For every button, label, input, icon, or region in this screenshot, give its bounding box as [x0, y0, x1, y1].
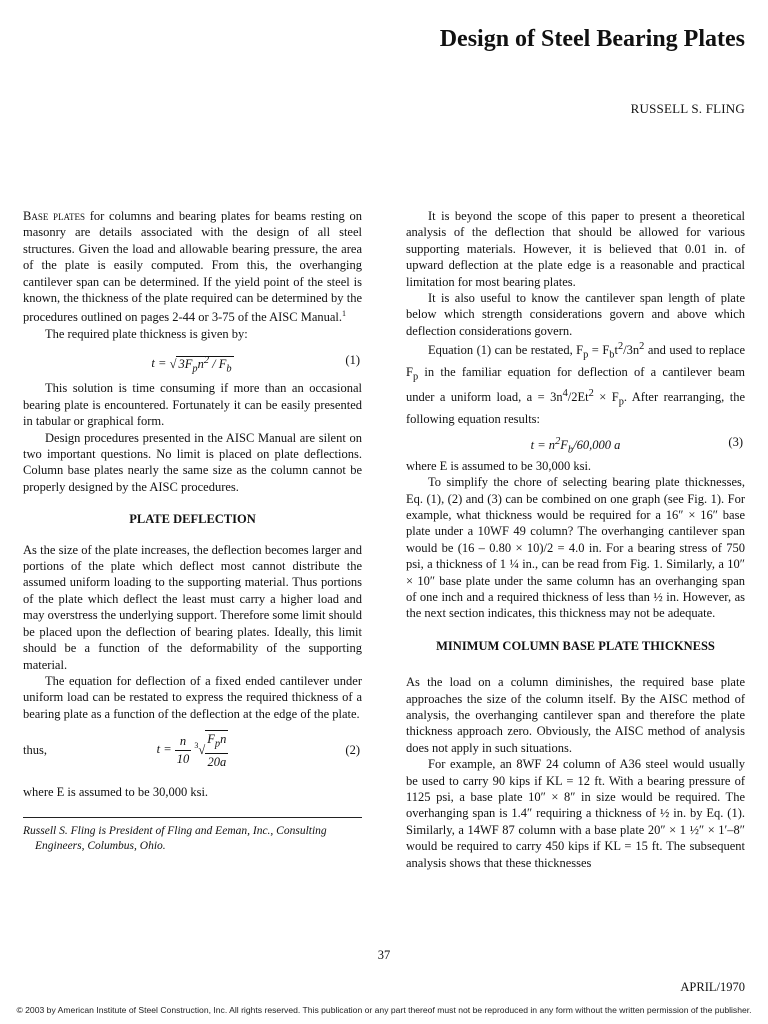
page-number: 37 — [377, 948, 391, 962]
paragraph: It is beyond the scope of this paper to present a theoretical analysis of the deflection that should be allowed for various supporting materials. However, it is believed that 0.01 in. of upward deflection at the plate edge is a reasonable and practical limitation for most bearing plates. — [406, 209, 745, 289]
paragraph: This solution is time consuming if more than an occasional bearing plate is encountered. Fortunately it can be easily presented in tabular or graphical form. — [23, 381, 362, 429]
equation-1 — [23, 346, 362, 376]
equation-2 — [23, 726, 362, 780]
issue-date: APRIL/1970 — [680, 980, 745, 994]
intro-paragraph — [23, 208, 362, 326]
equation-1-number: (1) — [345, 353, 360, 368]
paragraph: As the load on a column diminishes, the required base plate approaches the size of the column itself. By the AISC method of analysis, the overhanging cantilever span and therefore the plate thickness approach zero. Obviously, the AISC method of analysis does not apply in such situations. — [406, 675, 745, 755]
paragraph: The required plate thickness is given by: — [45, 327, 248, 341]
equation-2-lead: thus, — [23, 743, 47, 758]
paragraph: As the size of the plate increases, the deflection becomes larger and portions of the plate which deflect most cannot distribute the assumed uniform loading to the supporting material. Thus portions of the plate which deflect the least must carry a higher load and may overstress the underlying support. Therefore some limit should be placed upon the deflection of bearing plates. Ideally, this limit should be a function of the deformability of the supporting material. — [23, 542, 362, 672]
equation-1-expression: t = √ $3F_pn^2 / F_b$ — [151, 354, 232, 375]
right-column — [406, 208, 745, 871]
paragraph: Equation (1) can be restated, $F_p = F_bt^2/3n^2$ and used to replace $F_p$ in the familiar equation for deflection of a cantilever beam under a uniform load, $a = 3n^4/2Et^2 \times F_p$. After rearranging, the following equation results: — [406, 341, 745, 427]
paragraph: For example, an 8WF 24 column of A36 steel would usually be used to carry 90 kips if KL = 12 ft. With a bearing pressure of 1125 psi, a base plate 10″ × 8″ in size would be required. The overhanging span is 1.4″ requiring a thickness of ½ in. by Eq. (1). Similarly, a 14WF 87 column with a base plate 20″ × 1 ½″ × 1′–8″ would be required to carry 450 kips if KL = 15 ft. The subsequent analysis shows that these thicknesses — [406, 757, 745, 870]
section-heading-min-base-plate: MINIMUM COLUMN BASE PLATE THICKNESS — [436, 638, 715, 653]
footnote-line: Russell S. Fling is President of Fling and Eeman, Inc., Consulting — [23, 824, 327, 837]
paragraph: Design procedures presented in the AISC Manual are silent on two important questions. No limit is placed on plate deflections. Column base plates nearly the same size as the column cannot be properly designed by the AISC procedures. — [23, 430, 362, 494]
author-footnote — [23, 817, 362, 854]
equation-3-expression: $t = n^2F_b/60,000$ a — [530, 435, 621, 456]
footnote-line: Engineers, Columbus, Ohio. — [35, 839, 166, 852]
equation-3-number: (3) — [728, 434, 743, 449]
paragraph: To simplify the chore of selecting bearing plate thicknesses, Eq. (1), (2) and (3) can be combined on one graph (see Fig. 1). For example, what thickness would be required for a 16″ × 16″ base plate under a 10WF 49 column? The overhanging cantilever span would be (16 – 0.80 × 10)/2 = 4.0 in. For a bearing stress of 750 psi, a thickness of 1 ¼ in., can be read from Fig. 1. Similarly, a 10″ × 10″ base plate under the same column has an overhanging span of one inch and a required thickness of less than ½ in. However, as the next section indicates, this thickness may not be adequate. — [406, 475, 745, 621]
equation-2-expression: t = $\frac{n}{10}$ $^3$√ $\frac{F_pn}{20a}$ — [156, 732, 227, 770]
paragraph: where E is assumed to be 30,000 ksi. — [406, 458, 592, 473]
intro-text: for columns and bearing plates for beams resting on masonry are details associated with the design of all steel structures. Given the load and allowable bearing pressure, the area of the plate is easily computed. From this, the overhanging cantilever span can be determined. If the yield point of the steel is known, the thickness of the plate required can be determined by the procedures outlined on pages 2-44 or 3-75 of the AISC Manual. — [23, 209, 362, 325]
sqrt-symbol: √ — [169, 357, 177, 372]
copyright-notice: © 2003 by American Institute of Steel Construction, Inc. All rights reserved. This publication or any part thereof must not be reproduced in any form without the written permission of the publisher. — [16, 1005, 752, 1015]
lead-in-smallcaps: Base plates — [23, 209, 86, 223]
footnote-ref: 1 — [342, 309, 347, 319]
section-heading-plate-deflection: PLATE DEFLECTION — [129, 512, 256, 527]
article-title: Design of Steel Bearing Plates — [439, 26, 745, 52]
paragraph: where E is assumed to be 30,000 ksi. — [23, 785, 209, 800]
equation-2-number: (2) — [345, 743, 360, 758]
left-column — [23, 208, 362, 854]
paragraph: It is also useful to know the cantilever span length of plate below which strength considerations govern and above which deflection considerations govern. — [406, 291, 745, 338]
author-name: RUSSELL S. FLING — [630, 101, 745, 116]
paragraph: The equation for deflection of a fixed ended cantilever under uniform load can be restated to express the required thickness of a bearing plate as a function of the deflection at the edge of the plate. — [23, 673, 362, 721]
equation-3 — [406, 432, 745, 454]
